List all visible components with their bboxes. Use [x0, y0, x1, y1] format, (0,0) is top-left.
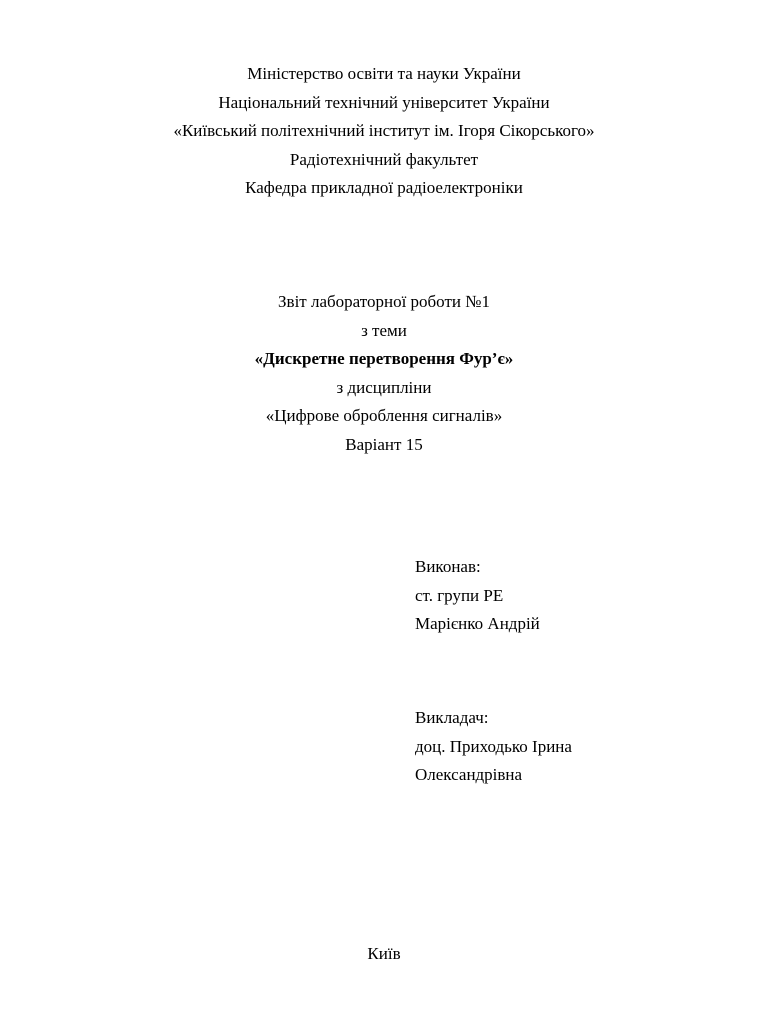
discipline-title: «Цифрове оброблення сигналів» [265, 406, 503, 426]
city-footer [0, 940, 768, 969]
teacher-name-line2: Олександрівна [415, 765, 523, 785]
faculty-line: Радіотехнічний факультет [289, 149, 479, 169]
department-line: Кафедра прикладної радіоелектроніки [245, 178, 523, 198]
author-block [415, 553, 755, 639]
university-line: Національний технічний університет України [218, 92, 550, 112]
report-title-block [0, 288, 768, 460]
report-title: Звіт лабораторної роботи №1 [278, 292, 490, 311]
topic-title: «Дискретне перетворення Фур’є» [254, 349, 514, 369]
city-name: Київ [367, 944, 401, 963]
ministry-line: Міністерство освіти та науки України [247, 64, 521, 83]
discipline-prefix: з дисципліни [336, 377, 432, 397]
variant-line: Варіант 15 [345, 434, 423, 454]
author-label: Виконав: [415, 557, 481, 576]
institute-line: «Київський політехнічний інститут ім. Ігоря Сікорського» [173, 121, 595, 141]
teacher-block [415, 704, 755, 790]
author-name: Марієнко Андрій [415, 614, 540, 634]
teacher-name-line1: доц. Приходько Ірина [415, 736, 572, 756]
institution-header [0, 60, 768, 203]
topic-prefix: з теми [361, 320, 407, 340]
author-group: ст. групи РЕ [415, 585, 504, 605]
teacher-label: Викладач: [415, 708, 489, 727]
